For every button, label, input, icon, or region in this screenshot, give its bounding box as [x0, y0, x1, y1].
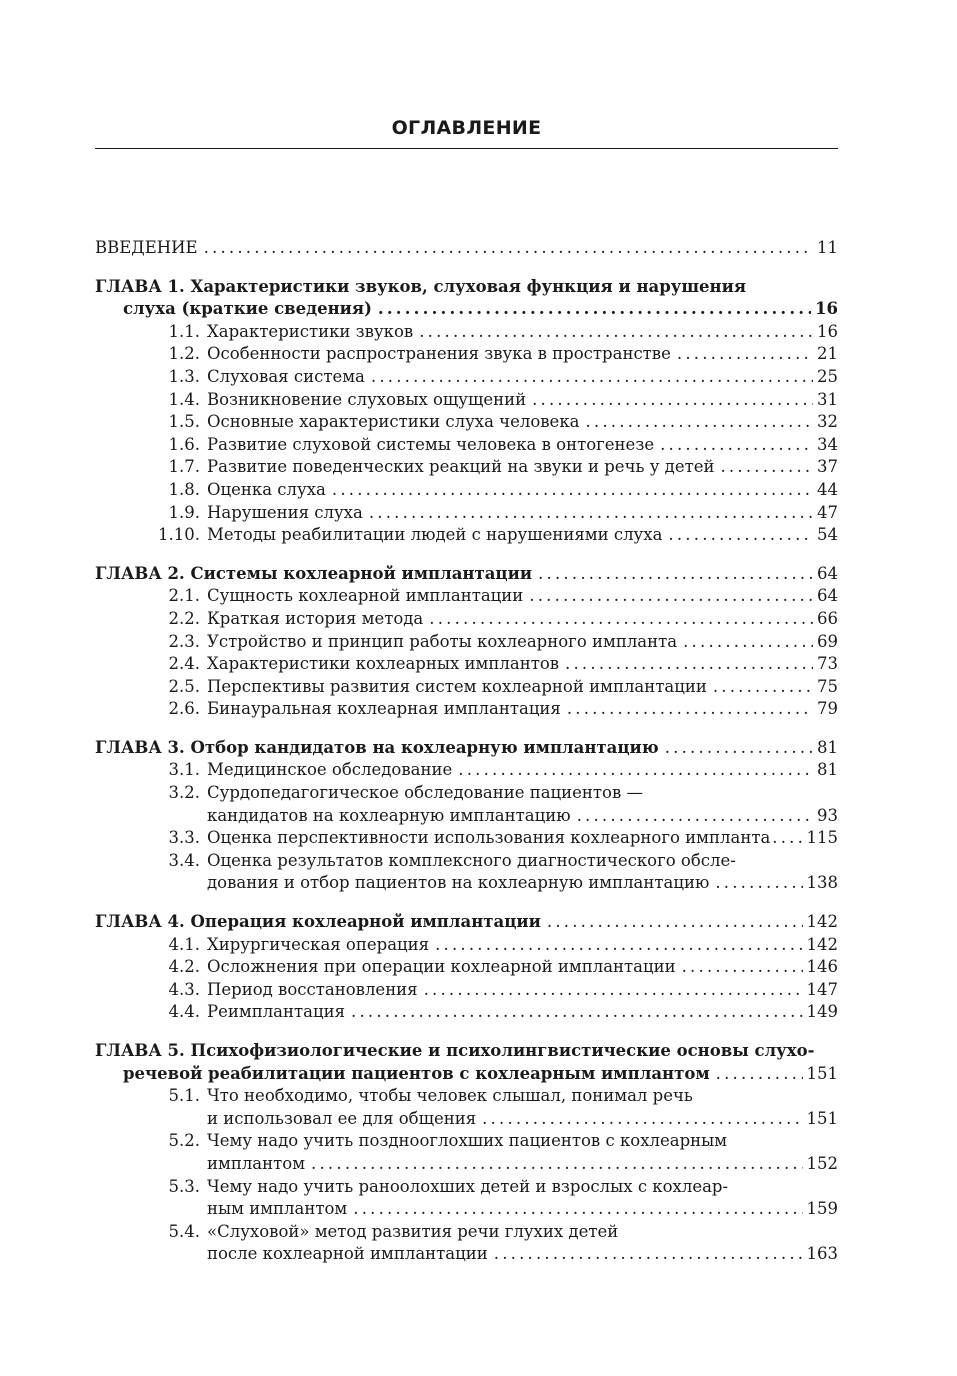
- toc-entry[interactable]: [95, 676, 838, 699]
- toc-entry-5-4-line2[interactable]: [95, 1243, 838, 1266]
- page-number: 149: [806, 1002, 838, 1022]
- toc-entry-3-2-line1[interactable]: [95, 782, 838, 805]
- entry-title: ным имплантом: [207, 1199, 348, 1219]
- chapter-4-heading[interactable]: [95, 911, 838, 934]
- page-number: 21: [817, 344, 838, 364]
- leader-dots: [547, 911, 803, 934]
- leader-dots: [435, 934, 802, 957]
- entry-title: имплантом: [207, 1153, 306, 1173]
- leader-dots: [419, 321, 813, 344]
- page-number: 147: [806, 979, 838, 999]
- chapter-3-heading[interactable]: [95, 737, 838, 760]
- toc-entry[interactable]: [95, 956, 838, 979]
- page-number: 159: [806, 1199, 838, 1219]
- chapter-title: слуха (краткие сведения): [123, 299, 372, 319]
- entry-number: 2.3.: [168, 631, 200, 651]
- leader-dots: [424, 979, 803, 1002]
- leader-dots: [529, 585, 813, 608]
- page-number: 66: [817, 608, 838, 628]
- entry-title: «Слуховой» метод развития речи глухих детей: [207, 1221, 619, 1241]
- leader-dots: [577, 805, 813, 828]
- entry-title: и использовал ее для общения: [207, 1108, 477, 1128]
- leader-dots: [458, 759, 813, 782]
- entry-number: 3.3.: [168, 828, 200, 848]
- entry-title: Чему надо учить раноолохших детей и взрослых с кохлеар-: [207, 1176, 729, 1196]
- toc-entry-3-4-line2[interactable]: [95, 872, 838, 895]
- page-number: 16: [815, 299, 838, 319]
- page-number: 16: [817, 321, 838, 341]
- entry-number: 2.5.: [168, 676, 200, 696]
- toc-entry[interactable]: [95, 631, 838, 654]
- entry-title: Сурдопедагогическое обследование пациентов —: [207, 783, 644, 803]
- page-number: 138: [806, 873, 838, 893]
- leader-dots: [332, 479, 813, 502]
- page-number: 32: [817, 412, 838, 432]
- page-number: 73: [817, 654, 838, 674]
- leader-dots: [665, 737, 813, 760]
- entry-title: Слуховая система: [207, 366, 365, 386]
- entry-number: 5.4.: [168, 1221, 200, 1241]
- entry-number: 1.2.: [168, 344, 200, 364]
- entry-number: 1.6.: [168, 434, 200, 454]
- entry-title: Нарушения слуха: [207, 502, 363, 522]
- toc-entry[interactable]: [95, 1001, 838, 1024]
- entry-number: 2.2.: [168, 608, 200, 628]
- leader-dots: [772, 827, 802, 850]
- toc-entry-5-1-line2[interactable]: [95, 1108, 838, 1131]
- page-number: 115: [806, 828, 838, 848]
- entry-number: 5.3.: [168, 1176, 200, 1196]
- entry-title: Сущность кохлеарной имплантации: [207, 586, 524, 606]
- page-number: 34: [817, 434, 838, 454]
- entry-number: 4.4.: [168, 1002, 200, 1022]
- entry-number: 1.3.: [168, 366, 200, 386]
- entry-title: Период восстановления: [207, 979, 418, 999]
- leader-dots: [720, 456, 813, 479]
- entry-title: Краткая история метода: [207, 608, 424, 628]
- toc-entry-3-3[interactable]: [95, 827, 838, 850]
- toc-entry-5-4-line1[interactable]: [95, 1221, 838, 1244]
- toc-entry[interactable]: [95, 934, 838, 957]
- leader-dots: [353, 1198, 802, 1221]
- chapter-5-heading-line1[interactable]: [95, 1040, 838, 1063]
- page-number: 64: [817, 563, 838, 583]
- toc-entry[interactable]: [95, 389, 838, 412]
- leader-dots: [715, 872, 802, 895]
- entry-number: 1.5.: [168, 412, 200, 432]
- entry-number: 4.3.: [168, 979, 200, 999]
- page-number: 142: [806, 934, 838, 954]
- entry-title: Развитие слуховой системы человека в онтогенезе: [207, 434, 655, 454]
- chapter-title: ГЛАВА 2. Системы кохлеарной имплантации: [95, 563, 533, 583]
- entry-title: дования и отбор пациентов на кохлеарную имплантацию: [207, 873, 710, 893]
- chapter-1-heading-line1[interactable]: [95, 276, 838, 299]
- toc-entry[interactable]: [95, 653, 838, 676]
- entry-number: 2.6.: [168, 699, 200, 719]
- entry-title: Оценка перспективности использования кохлеарного импланта: [207, 828, 771, 848]
- entry-number: 3.4.: [168, 850, 200, 870]
- toc-entry[interactable]: [95, 502, 838, 525]
- entry-title: Хирургическая операция: [207, 934, 430, 954]
- page-number: 163: [806, 1244, 838, 1264]
- entry-title: Развитие поведенческих реакций на звуки и речь у детей: [207, 457, 715, 477]
- toc-entry[interactable]: [95, 411, 838, 434]
- entry-number: 4.2.: [168, 957, 200, 977]
- leader-dots: [567, 698, 813, 721]
- toc-entry-5-1-line1[interactable]: [95, 1085, 838, 1108]
- toc-entry[interactable]: [95, 456, 838, 479]
- leader-dots: [494, 1243, 803, 1266]
- chapter-title: ГЛАВА 5. Психофизиологические и психолингвистические основы слухо-: [95, 1041, 815, 1060]
- entry-number: 5.1.: [168, 1086, 200, 1106]
- leader-dots: [682, 956, 803, 979]
- chapter-title: ГЛАВА 3. Отбор кандидатов на кохлеарную имплантацию: [95, 737, 659, 757]
- page-number: 151: [806, 1108, 838, 1128]
- entry-title: Осложнения при операции кохлеарной имплантации: [207, 957, 676, 977]
- entry-number: 1.8.: [168, 479, 200, 499]
- page-number: 142: [806, 912, 838, 932]
- toc-entry-5-2-line1[interactable]: [95, 1130, 838, 1153]
- leader-dots: [660, 434, 813, 457]
- leader-dots: [311, 1153, 802, 1176]
- page-number: 69: [817, 631, 838, 651]
- toc-entry[interactable]: [95, 366, 838, 389]
- toc-entry-intro[interactable]: [95, 237, 838, 260]
- leader-dots: [204, 237, 813, 260]
- entry-number: 3.2.: [168, 783, 200, 803]
- leader-dots: [585, 411, 813, 434]
- toc-entry[interactable]: [95, 343, 838, 366]
- entry-title: Медицинское обследование: [207, 760, 453, 780]
- leader-dots: [532, 389, 813, 412]
- page-number: 146: [806, 957, 838, 977]
- entry-title: Характеристики кохлеарных имплантов: [207, 654, 560, 674]
- entry-title: Характеристики звуков: [207, 321, 414, 341]
- entry-number: 5.2.: [168, 1131, 200, 1151]
- toc-entry[interactable]: [95, 585, 838, 608]
- entry-number: 3.1.: [168, 760, 200, 780]
- leader-dots: [538, 563, 813, 586]
- page-number: 31: [817, 389, 838, 409]
- entry-title: Перспективы развития систем кохлеарной имплантации: [207, 676, 707, 696]
- chapter-2-heading[interactable]: [95, 563, 838, 586]
- page-number: 93: [817, 805, 838, 825]
- leader-dots: [351, 1001, 803, 1024]
- page-number: 44: [817, 479, 838, 499]
- toc-entry-5-3-line1[interactable]: [95, 1176, 838, 1199]
- entry-title: Бинауральная кохлеарная имплантация: [207, 699, 561, 719]
- leader-dots: [713, 676, 813, 699]
- toc-entry-3-1[interactable]: [95, 759, 838, 782]
- entry-title: Методы реабилитации людей с нарушениями слуха: [207, 525, 663, 545]
- title-rule: [95, 148, 838, 149]
- toc-entry[interactable]: [95, 479, 838, 502]
- toc-entry[interactable]: [95, 321, 838, 344]
- leader-dots: [482, 1108, 802, 1131]
- entry-number: 1.4.: [168, 389, 200, 409]
- entry-title: Реимплантация: [207, 1002, 345, 1022]
- page-number: 54: [817, 525, 838, 545]
- toc-entry-3-4-line1[interactable]: [95, 850, 838, 873]
- chapter-title: речевой реабилитации пациентов с кохлеарным имплантом: [123, 1063, 710, 1083]
- page-number: 81: [817, 760, 838, 780]
- page-number: 25: [817, 366, 838, 386]
- entry-title: Особенности распространения звука в пространстве: [207, 344, 671, 364]
- table-of-contents: [95, 237, 838, 1266]
- entry-title: Оценка результатов комплексного диагностического обсле-: [207, 850, 736, 870]
- leader-dots: [369, 502, 813, 525]
- page-number: 75: [817, 676, 838, 696]
- entry-title: Устройство и принцип работы кохлеарного импланта: [207, 631, 678, 651]
- page-number: 11: [817, 238, 838, 257]
- entry-number: 1.10.: [158, 525, 200, 545]
- entry-number: 2.4.: [168, 654, 200, 674]
- toc-entry-3-2-line2[interactable]: [95, 805, 838, 828]
- entry-title: Основные характеристики слуха человека: [207, 412, 580, 432]
- entry-number: 1.7.: [168, 457, 200, 477]
- chapter-title: ГЛАВА 4. Операция кохлеарной имплантации: [95, 912, 541, 932]
- page-number: 79: [817, 699, 838, 719]
- entry-number: 1.9.: [168, 502, 200, 522]
- leader-dots: [668, 524, 813, 547]
- toc-entry-5-3-line2[interactable]: [95, 1198, 838, 1221]
- toc-entry[interactable]: [95, 698, 838, 721]
- toc-entry[interactable]: [95, 434, 838, 457]
- entry-title: кандидатов на кохлеарную имплантацию: [207, 805, 571, 825]
- entry-title: Чему надо учить позднооглохших пациентов с кохлеарным: [207, 1131, 728, 1151]
- entry-title: Что необходимо, чтобы человек слышал, понимал речь: [207, 1086, 693, 1106]
- page-number: 152: [806, 1153, 838, 1173]
- chapter-title: ГЛАВА 1. Характеристики звуков, слуховая функция и нарушения: [95, 276, 747, 296]
- chapter-5-heading-line2[interactable]: [95, 1063, 838, 1086]
- leader-dots: [371, 366, 813, 389]
- toc-entry[interactable]: [95, 979, 838, 1002]
- page-title: ОГЛАВЛЕНИЕ: [391, 117, 542, 139]
- entry-number: 2.1.: [168, 586, 200, 606]
- toc-entry[interactable]: [95, 608, 838, 631]
- leader-dots: [565, 653, 813, 676]
- entry-number: 1.1.: [168, 321, 200, 341]
- entry-title: Оценка слуха: [207, 479, 326, 499]
- toc-entry[interactable]: [95, 524, 838, 547]
- chapter-1-heading-line2[interactable]: [95, 298, 838, 321]
- entry-title: ВВЕДЕНИЕ: [95, 238, 198, 257]
- entry-title: Возникновение слуховых ощущений: [207, 389, 527, 409]
- page-number: 81: [817, 737, 838, 757]
- leader-dots: [716, 1063, 803, 1086]
- leader-dots: [378, 298, 811, 321]
- leader-dots: [429, 608, 813, 631]
- page-number: 47: [817, 502, 838, 522]
- page-number: 151: [806, 1063, 838, 1083]
- page-number: 37: [817, 457, 838, 477]
- leader-dots: [683, 631, 813, 654]
- toc-entry-5-2-line2[interactable]: [95, 1153, 838, 1176]
- leader-dots: [677, 343, 813, 366]
- page-number: 64: [817, 586, 838, 606]
- entry-number: 4.1.: [168, 934, 200, 954]
- entry-title: после кохлеарной имплантации: [207, 1244, 488, 1264]
